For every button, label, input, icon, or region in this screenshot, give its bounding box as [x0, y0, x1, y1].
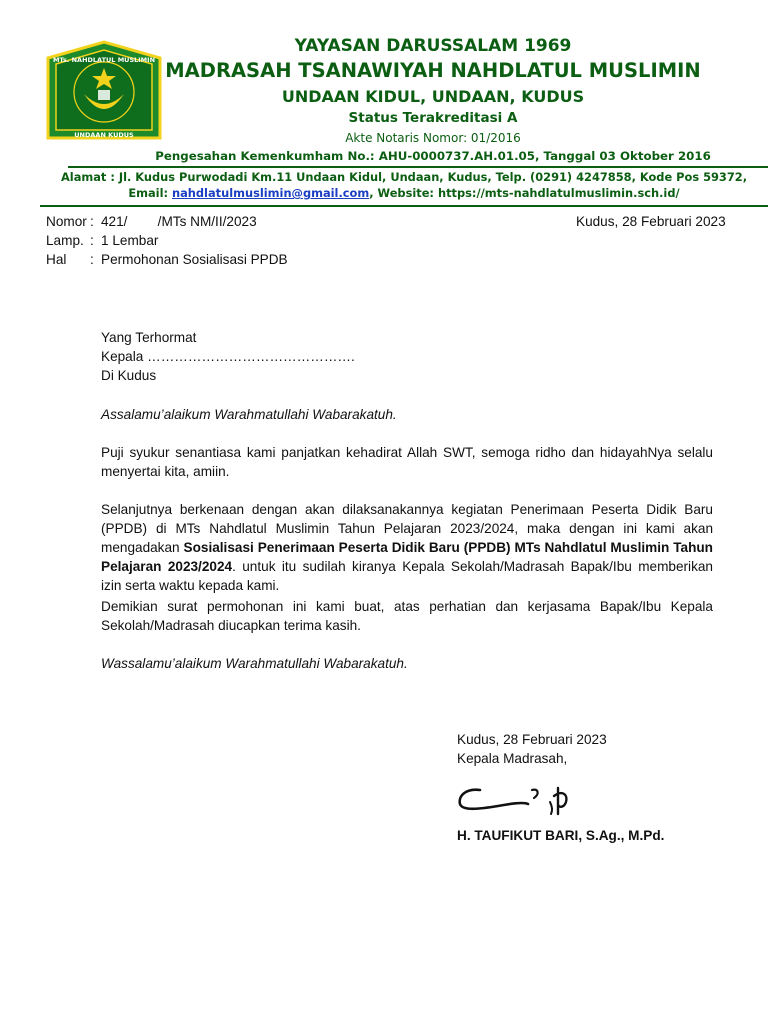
lamp-label: Lamp.	[46, 233, 84, 248]
email-link[interactable]: nahdlatulmuslimin@gmail.com	[172, 186, 370, 200]
recipient-name: Kepala ……………………………………….	[101, 349, 355, 364]
header-divider-top	[68, 166, 768, 168]
school-locality: UNDAAN KIDUL, UNDAAN, KUDUS	[281, 87, 585, 106]
paragraph-2-emphasis: Sosialisasi Penerimaan Peserta Didik Baru (PPDB) MTs Nahdlatul Muslimin Tahun Pelajaran 2023/2024	[101, 540, 713, 574]
signature-title: Kepala Madrasah,	[457, 751, 568, 766]
greeting: Assalamu’alaikum Warahmatullahi Wabarakatuh.	[101, 407, 397, 422]
school-name: MADRASAH TSANAWIYAH NAHDLATUL MUSLIMIN	[165, 59, 701, 82]
nomor-label: Nomor	[46, 214, 87, 229]
hal-label: Hal	[46, 252, 67, 267]
paragraph-1: Puji syukur senantiasa kami panjatkan kehadirat Allah SWT, semoga ridho dan hidayahNya selalu menyertai kita, amiin.	[101, 445, 713, 479]
nomor-value: 421/ /MTs NM/II/2023	[101, 214, 257, 229]
signature-date: Kudus, 28 Februari 2023	[457, 732, 607, 747]
paragraph-2-text-a: Selanjutnya berkenaan dengan akan dilaksanakannya kegiatan Penerimaan Peserta Didik Baru (PPDB) di MTs Nahdlatul Muslimin Tahun Pelajaran 2023/2024, maka dengan ini kami akan mengadakan	[101, 502, 713, 555]
notary-deed: Akte Notaris Nomor: 01/2016	[345, 131, 521, 145]
colon: :	[90, 252, 94, 267]
letter-date: Kudus, 28 Februari 2023	[576, 214, 726, 229]
email-label: Email:	[128, 186, 172, 200]
svg-text:MTs. NAHDLATUL MUSLIMIN: MTs. NAHDLATUL MUSLIMIN	[52, 56, 156, 64]
closing-greeting: Wassalamu’alaikum Warahmatullahi Wabarakatuh.	[101, 656, 408, 671]
lamp-value: 1 Lembar	[101, 233, 159, 248]
foundation-name: YAYASAN DARUSSALAM 1969	[294, 36, 572, 56]
signatory-name: H. TAUFIKUT BARI, S.Ag., M.Pd.	[457, 828, 665, 843]
recipient-place: Di Kudus	[101, 368, 157, 383]
recipient-block	[101, 328, 713, 385]
handwritten-signature	[454, 780, 594, 822]
hal-value: Permohonan Sosialisasi PPDB	[101, 252, 288, 267]
svg-text:UNDAAN KUDUS: UNDAAN KUDUS	[74, 131, 134, 139]
recipient-salutation: Yang Terhormat	[101, 330, 197, 345]
paragraph-3: Demikian surat permohonan ini kami buat, atas perhatian dan kerjasama Bapak/Ibu Kepala Sekolah/Madrasah diucapkan terima kasih.	[101, 599, 713, 633]
website-text: , Website: https://mts-nahdlatulmuslimin.sch.id/	[369, 186, 680, 200]
address-line: Alamat : Jl. Kudus Purwodadi Km.11 Undaan Kidul, Undaan, Kudus, Telp. (0291) 4247858, Kode Pos 59372,	[60, 170, 748, 184]
colon: :	[90, 233, 94, 248]
school-logo	[42, 38, 166, 152]
paragraph-2	[101, 500, 713, 595]
paragraph-2-text-b: . untuk itu sudilah kiranya Kepala Sekolah/Madrasah Bapak/Ibu memberikan izin serta waktu kepada kami.	[101, 559, 713, 593]
colon: :	[90, 214, 94, 229]
contact-line	[40, 186, 768, 200]
letterhead	[0, 0, 768, 205]
accreditation-status: Status Terakreditasi A	[348, 110, 518, 126]
header-divider-bottom	[40, 205, 768, 207]
ratification-line: Pengesahan Kemenkumham No.: AHU-0000737.AH.01.05, Tanggal 03 Oktober 2016	[155, 149, 711, 163]
